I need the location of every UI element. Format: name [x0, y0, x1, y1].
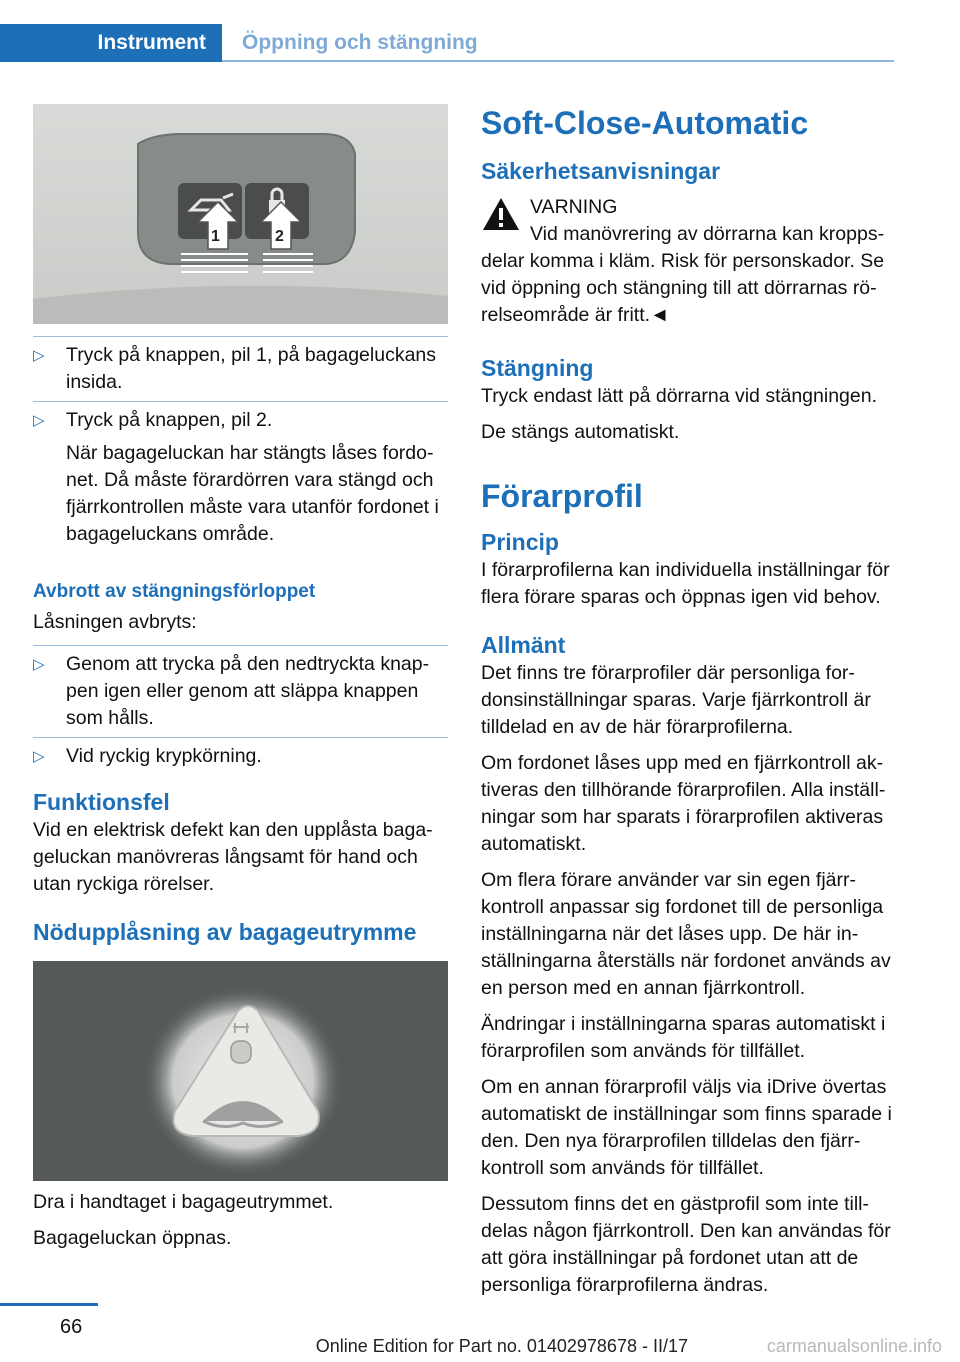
watermark: carmanualsonline.info: [766, 1336, 942, 1356]
general-paragraph: Ändringar i inställningarna sparas automatiskt i förarprofilen som används för tillfället.: [481, 1013, 886, 1062]
warning-block: [481, 194, 901, 329]
general-paragraph: Det finns tre förarprofiler där personliga fordonsinställningar sparas. Varje fjärrkontroll är tilldelad en av de här förarprofilerna.: [481, 662, 871, 738]
principle-heading: Princip: [481, 529, 559, 555]
abort-intro: Låsningen avbryts:: [33, 611, 197, 633]
closing-text-1: Tryck endast lätt på dörrarna vid stängningen.: [481, 385, 877, 407]
step-note: När bagageluckan har stängts låses fordonet. Då måste förardörren vara stängd och fjärrkontrollen måste vara utanför fordonet i bagageluckans område.: [66, 442, 439, 545]
tailgate-buttons-figure: [33, 104, 448, 324]
emergency-text-1: Dra i handtaget i bagageutrymmet.: [33, 1191, 334, 1213]
arrow-label-1: 1: [211, 228, 220, 245]
footer-rule: [0, 1303, 98, 1306]
closing-heading: Stängning: [481, 355, 594, 381]
general-paragraph: Om flera förare använder var sin egen fjärrkontroll anpassar sig fordonet till de personliga inställningarna när det låses upp. De här inställningarna återställs när fordonet används av en person med en annan fjärrkontroll.: [481, 869, 891, 999]
emergency-release-figure: [33, 961, 448, 1181]
triangle-bullet-icon: ▷: [33, 347, 45, 364]
triangle-bullet-icon: ▷: [33, 412, 45, 429]
section-title-soft-close: Soft-Close-Automatic: [481, 105, 809, 141]
triangle-bullet-icon: ▷: [33, 656, 45, 673]
list-item: ▷ Tryck på knappen, pil 2. När bagageluckan har stängts låses fordonet. Då måste förardörren vara stängd och fjärrkontrollen måste vara utanför fordonet i bagageluckans område.: [33, 401, 448, 553]
closing-text-2: De stängs automatiskt.: [481, 421, 680, 443]
section-title-driver-profile: Förarprofil: [481, 478, 643, 514]
tab-opening-closing[interactable]: Öppning och stängning: [242, 31, 478, 54]
arrow-label-2: 2: [275, 228, 284, 245]
abort-list: [33, 645, 448, 775]
warning-text: Vid manövrering av dörrarna kan kroppsdelar komma i kläm. Risk för personskador. Se vid öppning och stängning till att dörrarnas rörelseområde är fritt.◄: [481, 223, 885, 326]
edition-text: Online Edition for Part no. 01402978678 - II/17: [315, 1336, 688, 1356]
general-paragraph: Dessutom finns det en gästprofil som inte tilldelas någon fjärrkontroll. Den kan användas för att göra inställningar på fordonet utan att de personliga förarprofilerna ändras.: [481, 1193, 891, 1296]
general-heading: Allmänt: [481, 632, 566, 658]
left-column: [33, 104, 448, 1261]
general-paragraph: Om fordonet låses upp med en fjärrkontroll aktiveras den tillhörande förarprofilen. Alla inställningar som har sparats i förarprofilen aktiveras automatiskt.: [481, 752, 886, 855]
list-item: ▷ Tryck på knappen, pil 1, på bagageluckans insida.: [33, 336, 448, 401]
fault-text: Vid en elektrisk defekt kan den upplåsta bagageluckan manövreras långsamt för hand och utan ryckiga rörelser.: [33, 819, 433, 895]
header-divider: [222, 60, 894, 62]
page-number: 66: [60, 1316, 83, 1338]
list-item: ▷ Vid ryckig krypkörning.: [33, 737, 448, 775]
steps-list: [33, 336, 448, 553]
list-item: ▷ Genom att trycka på den nedtryckta knappen igen eller genom att släppa knappen som hålls.: [33, 645, 448, 737]
emergency-text-2: Bagageluckan öppnas.: [33, 1227, 232, 1249]
principle-text: I förarprofilerna kan individuella inställningar för flera förare sparas och öppnas igen vid behov.: [481, 559, 890, 608]
header-bar: [0, 24, 960, 64]
safety-heading: Säkerhetsanvisningar: [481, 158, 721, 184]
tab-instrument[interactable]: Instrument: [0, 24, 222, 62]
emergency-heading: Nödupplåsning av bagageutrymme: [33, 919, 417, 945]
warning-label: VARNING: [530, 196, 618, 218]
triangle-bullet-icon: ▷: [33, 748, 45, 765]
abort-heading: Avbrott av stängningsförloppet: [33, 581, 316, 602]
fault-heading: Funktionsfel: [33, 789, 170, 815]
warning-triangle-icon: [481, 196, 521, 232]
general-paragraph: Om en annan förarprofil väljs via iDrive övertas automatiskt de inställningar som finns sparade i den. Den nya förarprofilen tilldelas den fjärrkontroll som används för tillfället.: [481, 1076, 892, 1179]
right-column: [481, 104, 901, 1308]
